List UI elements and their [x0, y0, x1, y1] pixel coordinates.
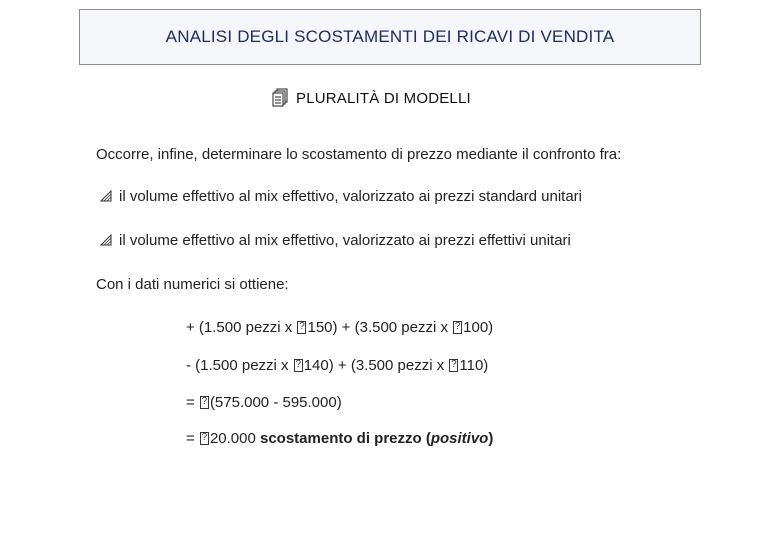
calc-line-3	[186, 394, 342, 411]
calc-line-1-part-b: 150) + (3.500 pezzi x	[307, 319, 453, 336]
triangle-bullet-icon	[100, 233, 112, 245]
calc-line-4-amount: 20.000	[209, 430, 260, 447]
currency-glyph-icon	[294, 359, 303, 372]
calc-line-2-part-c: 110)	[459, 357, 489, 374]
numeric-intro-text: Con i dati numerici si ottiene:	[96, 276, 289, 293]
calc-line-1-part-a: + (1.500 pezzi x	[186, 319, 297, 336]
bullet-item-2-text: il volume effettivo al mix effettivo, valorizzato ai prezzi effettivi unitari	[119, 232, 571, 249]
calc-line-4-label: scostamento di prezzo (	[259, 430, 431, 447]
title-box	[79, 9, 701, 65]
calc-line-2	[186, 357, 488, 374]
triangle-bullet-icon	[100, 189, 112, 201]
currency-glyph-icon	[453, 321, 462, 334]
page-title: ANALISI DEGLI SCOSTAMENTI DEI RICAVI DI VENDITA	[165, 27, 615, 46]
bullet-item-2	[100, 232, 571, 249]
currency-glyph-icon	[200, 396, 209, 409]
bullet-item-1-text: il volume effettivo al mix effettivo, valorizzato ai prezzi standard unitari	[119, 188, 582, 205]
calc-line-1-part-c: 100)	[463, 319, 494, 336]
calc-line-4	[186, 430, 493, 447]
calc-line-4-close: )	[488, 430, 494, 447]
calc-line-4-part-a: =	[186, 430, 199, 447]
intro-text: Occorre, infine, determinare lo scostamento di prezzo mediante il confronto fra:	[96, 146, 622, 163]
calc-line-1	[186, 319, 493, 336]
section-heading-text: PLURALITÀ DI MODELLI	[296, 89, 471, 107]
calc-line-2-part-b: 140) + (3.500 pezzi x	[303, 357, 449, 374]
calc-line-4-qualifier: positivo	[430, 430, 489, 447]
document-icon	[272, 88, 288, 108]
calc-line-2-part-a: - (1.500 pezzi x	[186, 357, 293, 374]
currency-glyph-icon	[449, 359, 458, 372]
calc-line-3-part-b: (575.000 - 595.000)	[209, 394, 342, 411]
currency-glyph-icon	[200, 432, 209, 445]
currency-glyph-icon	[297, 321, 306, 334]
bullet-item-1	[100, 188, 582, 205]
section-heading	[272, 88, 471, 108]
calc-line-3-part-a: =	[186, 394, 199, 411]
